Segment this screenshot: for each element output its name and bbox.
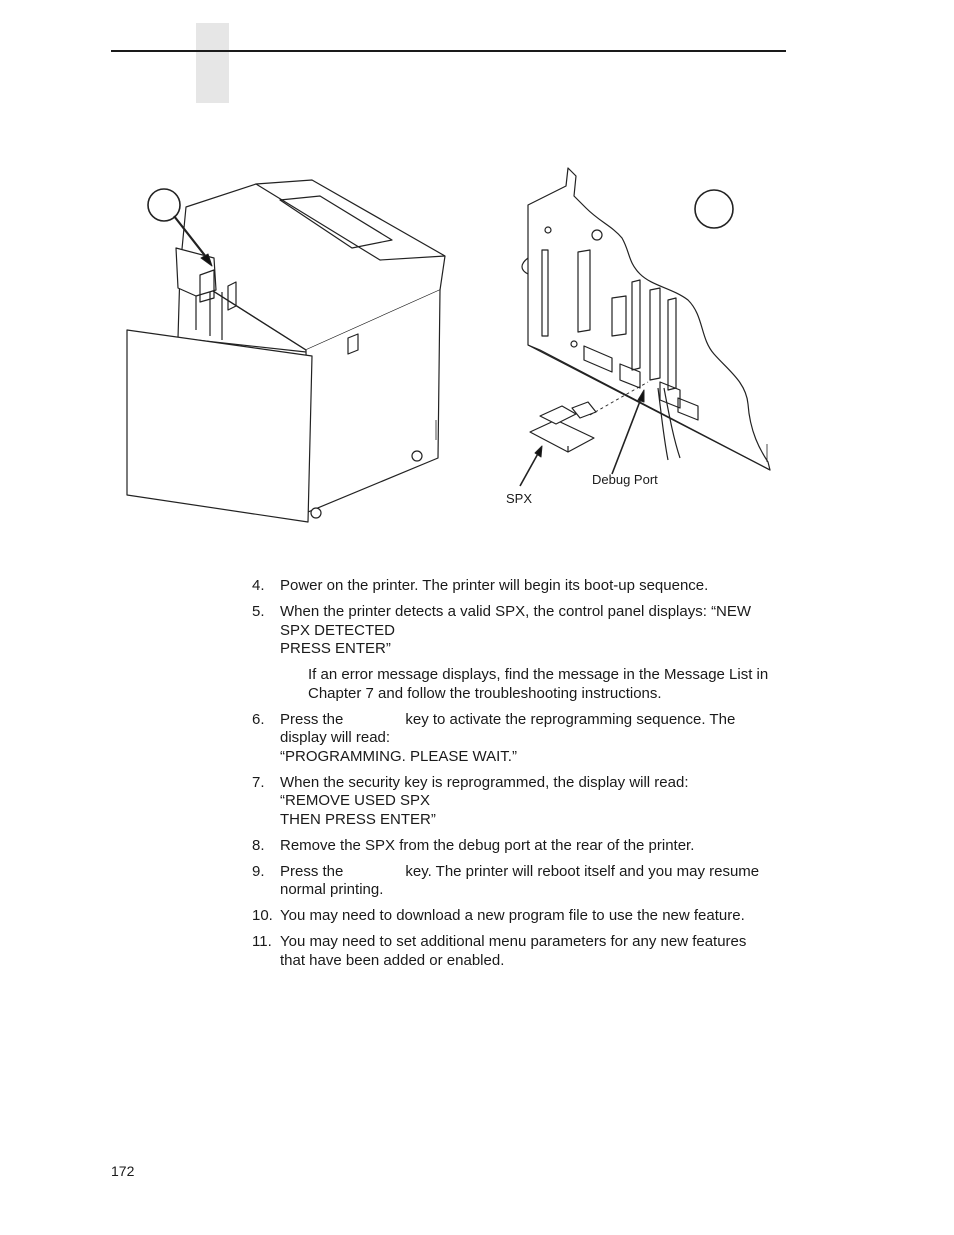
procedure-steps [252, 577, 792, 978]
note-text: If an error message displays, find the message in the Message List in [308, 666, 769, 683]
step-number: 4. [252, 577, 265, 594]
step-number: 10. [252, 907, 273, 924]
step-4 [252, 577, 792, 596]
step-number: 7. [252, 773, 265, 791]
step-text: Press the [280, 862, 344, 880]
display-message: THEN PRESS ENTER” [280, 810, 436, 828]
debug-port-label: Debug Port [592, 472, 658, 487]
printer-cabinet-illustration [127, 180, 445, 522]
step-text: You may need to set additional menu parameters for any new features [280, 933, 747, 950]
step-text: When the printer detects a valid SPX, the control panel displays: “NEW [280, 603, 752, 620]
step-text: When the security key is reprogrammed, the display will read: [280, 773, 689, 791]
step-9 [252, 863, 792, 900]
step-10 [252, 907, 792, 926]
step-number: 5. [252, 603, 265, 620]
step-text: key. The printer will reboot itself and you may resume [405, 862, 760, 880]
step-8 [252, 837, 792, 856]
step-text: Remove the SPX from the debug port at the rear of the printer. [280, 836, 695, 854]
page-number: 172 [111, 1163, 135, 1179]
spx-label: SPX [506, 491, 533, 506]
display-message: PRESS ENTER” [280, 640, 391, 657]
note-text: Chapter 7 and follow the troubleshooting instructions. [308, 684, 662, 702]
step-number: 9. [252, 862, 265, 880]
step-text: normal printing. [280, 881, 384, 898]
step-text: Power on the printer. The printer will begin its boot-up sequence. [280, 577, 709, 594]
step-7 [252, 774, 792, 830]
step-number: 6. [252, 710, 265, 728]
display-message: “REMOVE USED SPX [280, 792, 431, 809]
error-note [252, 666, 792, 703]
step-text: You may need to download a new program file to use the new feature. [280, 907, 745, 924]
step-number: 11. [252, 933, 272, 950]
step-number: 8. [252, 836, 265, 854]
display-message: SPX DETECTED [280, 621, 396, 639]
step-6 [252, 711, 792, 767]
display-message: “PROGRAMMING. PLEASE WAIT.” [280, 747, 517, 765]
step-11 [252, 933, 792, 970]
step-text: display will read: [280, 729, 391, 746]
callout-circle-right [695, 190, 733, 228]
step-text: Press the [280, 710, 344, 728]
step-text: key to activate the reprogramming sequence. The [405, 710, 736, 728]
step-text: that have been added or enabled. [280, 951, 505, 969]
spx-installation-figure [0, 0, 954, 560]
step-5 [252, 603, 792, 659]
